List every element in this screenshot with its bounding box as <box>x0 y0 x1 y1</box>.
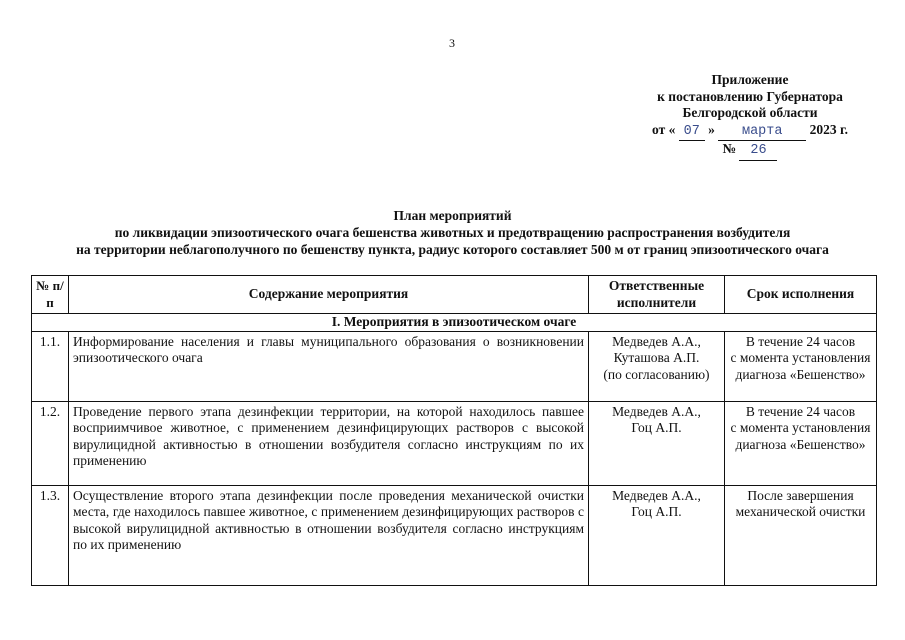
date-prefix: от « <box>652 121 676 137</box>
row-content: Проведение первого этапа дезинфекции территории, на которой находилось павшее восприимчивое животное, с применением дезинфицирующих растворов с высокой вирулицидной активностью в отношении возбудителя согласно инструкциям по их применению <box>69 401 589 485</box>
row-deadline <box>725 401 877 485</box>
appendix-date-line <box>635 122 865 142</box>
responsible-line: Медведев А.А., <box>612 403 701 419</box>
deadline-line: В течение 24 часов <box>745 333 856 349</box>
row-content: Информирование населения и главы муниципального образования о возникновении эпизоотического очага <box>69 331 589 401</box>
header-responsible: Ответственные исполнители <box>589 276 725 314</box>
appendix-block <box>635 72 865 161</box>
appendix-line-2: к постановлению Губернатора <box>657 88 843 104</box>
row-content: Осуществление второго этапа дезинфекции после проведения механической очистки места, где находилось павшее животное, с применением дезинфицирующих растворов с высокой вирулицидной активностью в отношении возбудителя согласно инструкциям по их применению <box>69 485 589 585</box>
deadline-line: с момента установления <box>730 350 871 365</box>
section-title: I. Мероприятия в эпизоотическом очаге <box>32 314 877 332</box>
row-responsible <box>589 401 725 485</box>
date-mid: » <box>708 121 715 137</box>
responsible-line: Гоц А.П. <box>631 420 682 435</box>
title-line-1: План мероприятий <box>393 208 512 223</box>
row-responsible <box>589 331 725 401</box>
deadline-line: После завершения <box>747 487 854 503</box>
responsible-line: Куташова А.П. <box>613 350 700 365</box>
appendix-line-1: Приложение <box>711 72 789 87</box>
table-row <box>32 331 877 401</box>
deadline-line: диагноза «Бешенство» <box>735 366 866 382</box>
responsible-line: (по согласованию) <box>603 366 710 382</box>
date-month: марта <box>718 124 806 142</box>
table-row <box>32 401 877 485</box>
row-number: 1.1. <box>32 331 69 401</box>
measures-table <box>31 275 877 586</box>
document-number: 26 <box>739 143 777 161</box>
row-deadline <box>725 485 877 585</box>
responsible-line: Гоц А.П. <box>631 504 682 519</box>
appendix-line-3: Белгородской области <box>682 105 818 120</box>
number-prefix: № <box>722 141 737 156</box>
date-day: 07 <box>679 124 705 142</box>
deadline-line: В течение 24 часов <box>745 403 856 419</box>
row-number: 1.2. <box>32 401 69 485</box>
table-header-row <box>32 276 877 314</box>
header-deadline: Срок исполнения <box>725 276 877 314</box>
section-row <box>32 314 877 332</box>
responsible-line: Медведев А.А., <box>612 487 701 503</box>
row-deadline <box>725 331 877 401</box>
responsible-line: Медведев А.А., <box>612 333 701 349</box>
date-year: 2023 г. <box>809 121 848 137</box>
title-line-3: на территории неблагополучного по бешенству пункта, радиус которого составляет 500 м от границ эпизоотического очага <box>76 242 829 257</box>
row-number: 1.3. <box>32 485 69 585</box>
header-content: Содержание мероприятия <box>69 276 589 314</box>
appendix-number-line <box>635 141 865 161</box>
header-num: № п/п <box>32 276 69 314</box>
deadline-line: с момента установления <box>730 420 871 435</box>
page-number: 3 <box>449 36 455 50</box>
title-line-2: по ликвидации эпизоотического очага бешенства животных и предотвращению распространения возбудителя <box>114 225 791 240</box>
row-responsible <box>589 485 725 585</box>
deadline-line: механической очистки <box>735 504 866 519</box>
plan-title <box>0 207 905 258</box>
deadline-line: диагноза «Бешенство» <box>735 436 866 452</box>
table-row <box>32 485 877 585</box>
